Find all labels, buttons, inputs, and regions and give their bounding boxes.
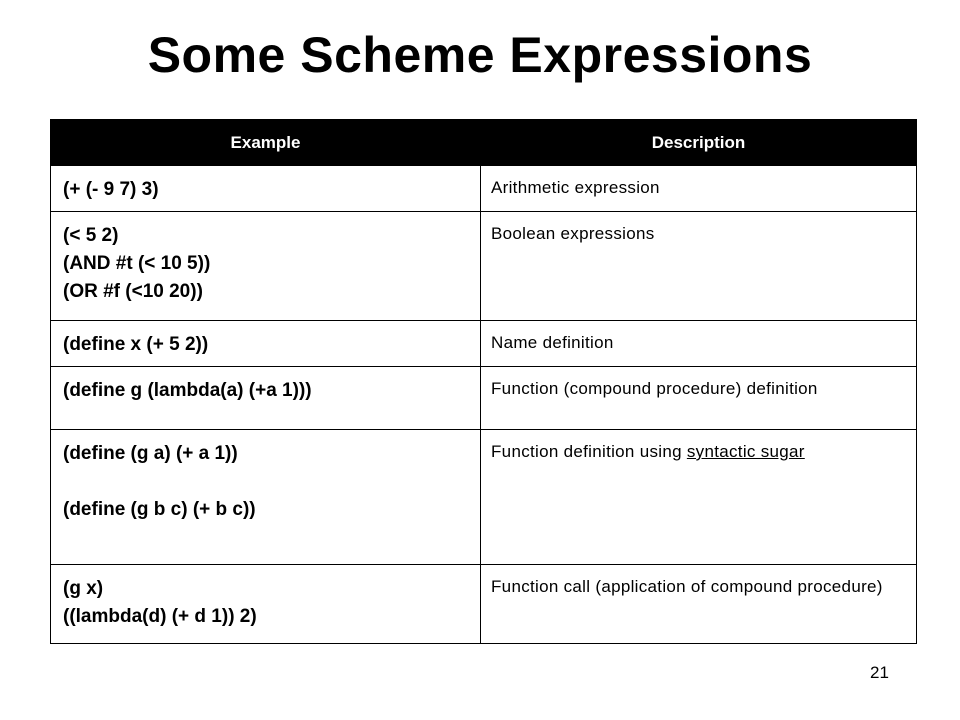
description-cell: Function call (application of compound procedure) — [481, 565, 917, 644]
table-row — [51, 367, 917, 430]
example-cell — [51, 565, 481, 644]
example-cell — [51, 212, 481, 321]
example-cell — [51, 430, 481, 565]
slide-title: Some Scheme Expressions — [147, 27, 813, 83]
table-row — [51, 321, 917, 367]
description-cell: Name definition — [481, 321, 917, 367]
description-cell — [481, 430, 917, 565]
page-number: 21 — [870, 663, 889, 682]
column-header-example: Example — [51, 120, 481, 166]
example-cell — [51, 367, 481, 430]
example-cell — [51, 166, 481, 212]
example-line: (+ (- 9 7) 3) — [63, 179, 159, 200]
table-header-row — [51, 120, 917, 166]
table-row — [51, 212, 917, 321]
example-line: (define g (lambda(a) (+a 1))) — [63, 380, 312, 401]
table-row — [51, 430, 917, 565]
example-line: (g x) — [63, 578, 104, 599]
description-cell: Arithmetic expression — [481, 166, 917, 212]
expressions-table — [50, 119, 917, 644]
example-line: (define (g b c) (+ b c)) — [63, 499, 256, 520]
example-line: ((lambda(d) (+ d 1)) 2) — [63, 606, 257, 627]
example-line: (< 5 2) — [63, 225, 119, 246]
syntactic-sugar-term: syntactic sugar — [686, 442, 805, 461]
column-header-description: Description — [481, 120, 917, 166]
table-row — [51, 166, 917, 212]
example-line: (AND #t (< 10 5)) — [63, 253, 211, 274]
description-cell: Function (compound procedure) definition — [481, 367, 917, 430]
example-line: (define x (+ 5 2)) — [63, 334, 209, 355]
example-line: (define (g a) (+ a 1)) — [63, 443, 238, 464]
example-line: (OR #f (<10 20)) — [63, 281, 203, 302]
description-cell: Boolean expressions — [481, 212, 917, 321]
description-text: Function definition using — [491, 442, 687, 461]
table-row — [51, 565, 917, 644]
example-cell — [51, 321, 481, 367]
